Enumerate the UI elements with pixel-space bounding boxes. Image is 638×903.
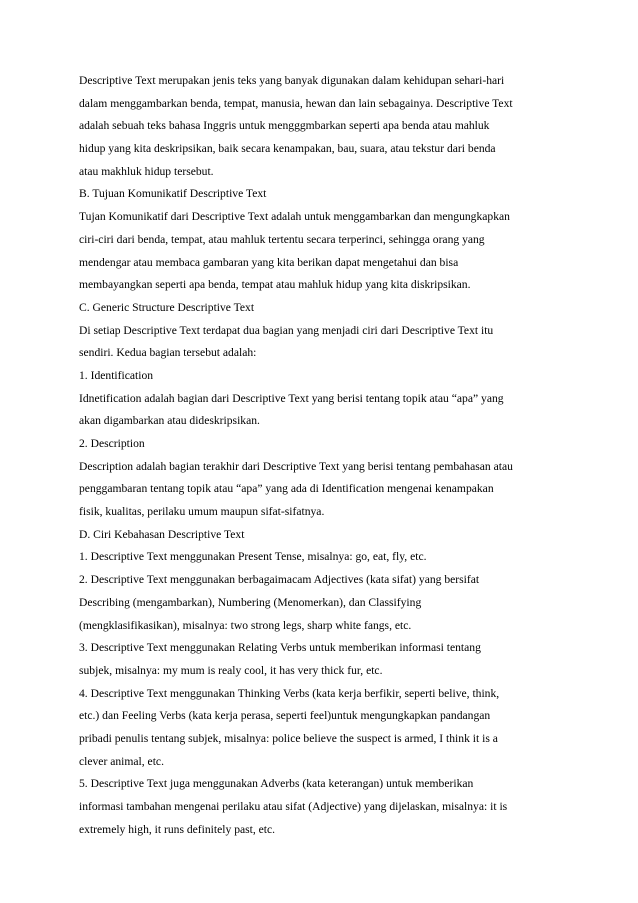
document-body — [79, 70, 569, 841]
text-line: atau makhluk hidup tersebut. — [79, 164, 214, 178]
text-line: (mengklasifikasikan), misalnya: two strong legs, sharp white fangs, etc. — [79, 618, 412, 632]
text-line: informasi tambahan mengenai perilaku atau sifat (Adjective) yang dijelaskan, misalnya: it is — [79, 800, 508, 813]
text-line: Descriptive Text merupakan jenis teks yang banyak digunakan dalam kehidupan sehari-hari — [79, 74, 505, 87]
text-line: Description adalah bagian terakhir dari Descriptive Text yang berisi tentang pembahasan atau — [79, 459, 513, 473]
text-line: Describing (mengambarkan), Numbering (Menomerkan), dan Classifying — [79, 595, 422, 609]
text-line: sendiri. Kedua bagian tersebut adalah: — [79, 346, 257, 360]
text-line: Idnetification adalah bagian dari Descriptive Text yang berisi tentang topik atau “apa” yang — [79, 391, 504, 405]
text-line: subjek, misalnya: my mum is realy cool, it has very thick fur, etc. — [79, 663, 383, 677]
text-line: dalam menggambarkan benda, tempat, manusia, hewan dan lain sebagainya. Descriptive Text — [79, 96, 513, 110]
list-item: 4. Descriptive Text menggunakan Thinking Verbs (kata kerja berfikir, seperti belive, think, — [79, 686, 500, 700]
section-heading: D. Ciri Kebahasan Descriptive Text — [79, 527, 245, 541]
section-heading: B. Tujuan Komunikatif Descriptive Text — [79, 187, 267, 201]
text-line: mendengar atau membaca gambaran yang kita berikan dapat mengetahui dan bisa — [79, 255, 459, 269]
text-line: fisik, kualitas, perilaku umum maupun sifat-sifatnya. — [79, 505, 325, 519]
text-line: adalah sebuah teks bahasa Inggris untuk mengggmbarkan seperti apa benda atau mahluk — [79, 119, 490, 133]
text-line: Di setiap Descriptive Text terdapat dua bagian yang menjadi ciri dari Descriptive Text itu — [79, 323, 494, 337]
text-line: akan digambarkan atau dideskripsikan. — [79, 414, 260, 428]
text-line: extremely high, it runs definitely past, etc. — [79, 822, 276, 836]
text-line: clever animal, etc. — [79, 754, 164, 768]
section-heading: C. Generic Structure Descriptive Text — [79, 300, 255, 314]
text-line: membayangkan seperti apa benda, tempat atau mahluk hidup yang kita diskripsikan. — [79, 278, 471, 292]
text-line: etc.) dan Feeling Verbs (kata kerja perasa, seperti feel)untuk mengungkapkan pandangan — [79, 709, 491, 723]
list-item: 5. Descriptive Text juga menggunakan Adverbs (kata keterangan) untuk memberikan — [79, 777, 474, 791]
text-line: penggambaran tentang topik atau “apa” yang ada di Identification mengenai kenampakan — [79, 482, 494, 496]
text-line: hidup yang kita deskripsikan, baik secara kenampakan, bau, suara, atau tekstur dari benda — [79, 142, 496, 156]
subsection-heading: 1. Identification — [79, 368, 154, 382]
text-line: pribadi penulis tentang subjek, misalnya: police believe the suspect is armed, I think it is a — [79, 731, 498, 745]
text-line: ciri-ciri dari benda, tempat, atau mahluk tertentu secara terperinci, sehingga orang yang — [79, 232, 485, 246]
list-item: 2. Descriptive Text menggunakan berbagaimacam Adjectives (kata sifat) yang bersifat — [79, 573, 480, 587]
list-item: 3. Descriptive Text menggunakan Relating Verbs untuk memberikan informasi tentang — [79, 641, 481, 655]
text-line: Tujan Komunikatif dari Descriptive Text adalah untuk menggambarkan dan mengungkapkan — [79, 210, 510, 224]
subsection-heading: 2. Description — [79, 437, 145, 450]
list-item: 1. Descriptive Text menggunakan Present Tense, misalnya: go, eat, fly, etc. — [79, 550, 427, 564]
